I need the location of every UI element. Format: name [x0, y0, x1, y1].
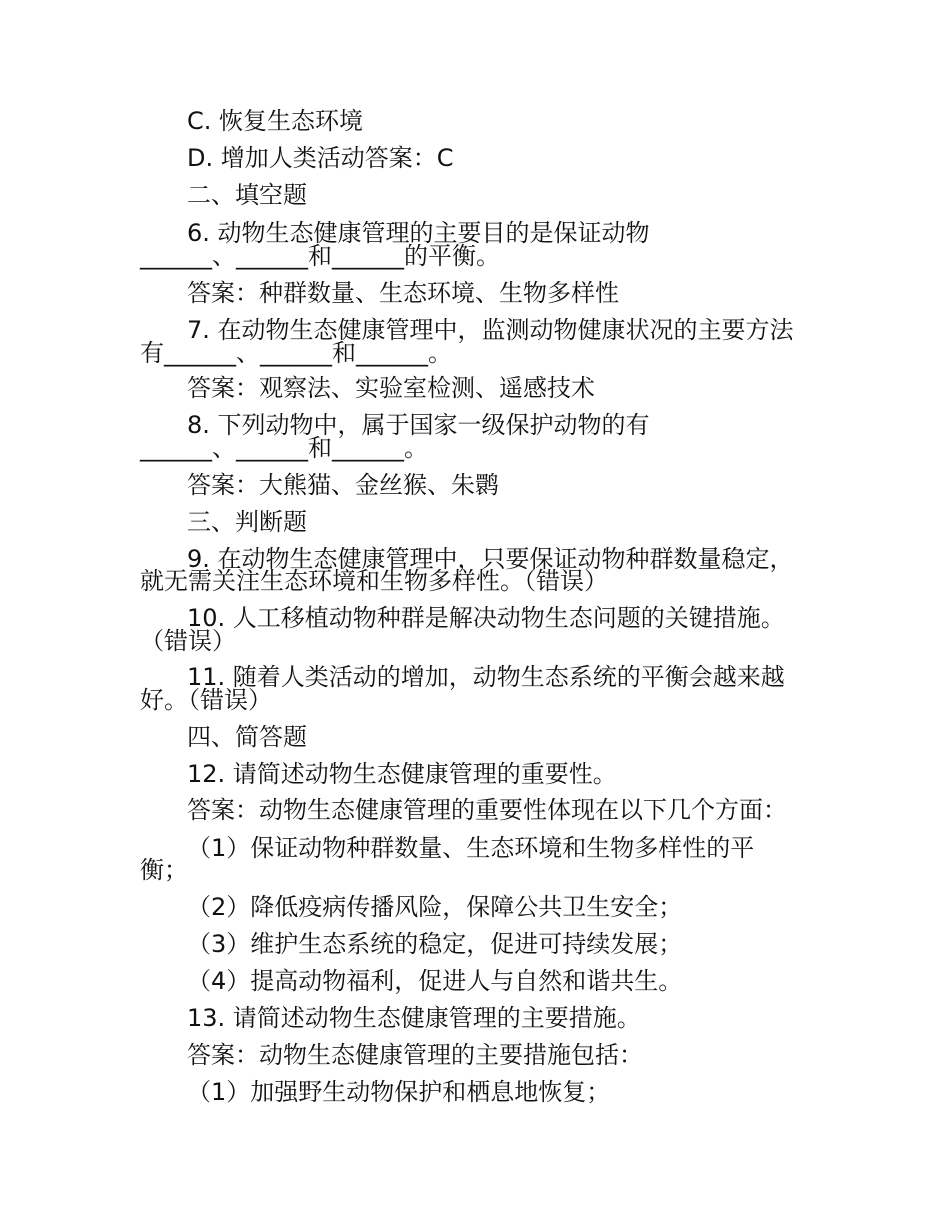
- section-heading-fill-blank: 二、填空题: [187, 181, 307, 209]
- option-c: C. 恢复生态环境: [187, 107, 364, 135]
- question-9: 9. 在动物生态健康管理中，只要保证动物种群数量稳定，: [187, 545, 794, 573]
- question-6: 6. 动物生态健康管理的主要目的是保证动物: [187, 219, 650, 247]
- question-13: 13. 请简述动物生态健康管理的主要措施。: [187, 1004, 641, 1032]
- answer-12-point-2: （2）降低疫病传播风险，保障公共卫生安全；: [187, 893, 683, 921]
- question-8-blanks: ______、______和______。: [140, 434, 428, 462]
- question-10: 10. 人工移植动物种群是解决动物生态问题的关键措施。: [187, 604, 785, 632]
- answer-7: 答案：观察法、实验室检测、遥感技术: [187, 374, 595, 402]
- answer-12-intro: 答案：动物生态健康管理的重要性体现在以下几个方面：: [187, 796, 787, 824]
- section-heading-true-false: 三、判断题: [187, 508, 307, 536]
- option-d-answer: D. 增加人类活动答案：C: [187, 144, 454, 172]
- answer-8: 答案：大熊猫、金丝猴、朱鹮: [187, 471, 499, 499]
- answer-12-point-1-continued: 衡；: [140, 856, 188, 884]
- question-11-continued: 好。（错误）: [140, 686, 272, 714]
- question-11: 11. 随着人类活动的增加，动物生态系统的平衡会越来越: [187, 663, 785, 691]
- question-6-blanks: ______、______和______的平衡。: [140, 242, 500, 270]
- question-10-continued: （错误）: [140, 627, 236, 655]
- answer-13-intro: 答案：动物生态健康管理的主要措施包括：: [187, 1041, 643, 1069]
- question-8: 8. 下列动物中，属于国家一级保护动物的有: [187, 411, 650, 439]
- question-12: 12. 请简述动物生态健康管理的重要性。: [187, 760, 617, 788]
- question-9-continued: 就无需关注生态环境和生物多样性。（错误）: [140, 567, 608, 595]
- question-7-blanks: 有______、______和______。: [140, 339, 452, 367]
- answer-12-point-3: （3）维护生态系统的稳定，促进可持续发展；: [187, 930, 683, 958]
- section-heading-short-answer: 四、简答题: [187, 723, 307, 751]
- answer-12-point-4: （4）提高动物福利，促进人与自然和谐共生。: [187, 967, 683, 995]
- answer-13-point-1: （1）加强野生动物保护和栖息地恢复；: [187, 1078, 611, 1106]
- question-7: 7. 在动物生态健康管理中，监测动物健康状况的主要方法: [187, 316, 794, 344]
- answer-12-point-1: （1）保证动物种群数量、生态环境和生物多样性的平: [187, 834, 755, 862]
- answer-6: 答案：种群数量、生态环境、生物多样性: [187, 279, 619, 307]
